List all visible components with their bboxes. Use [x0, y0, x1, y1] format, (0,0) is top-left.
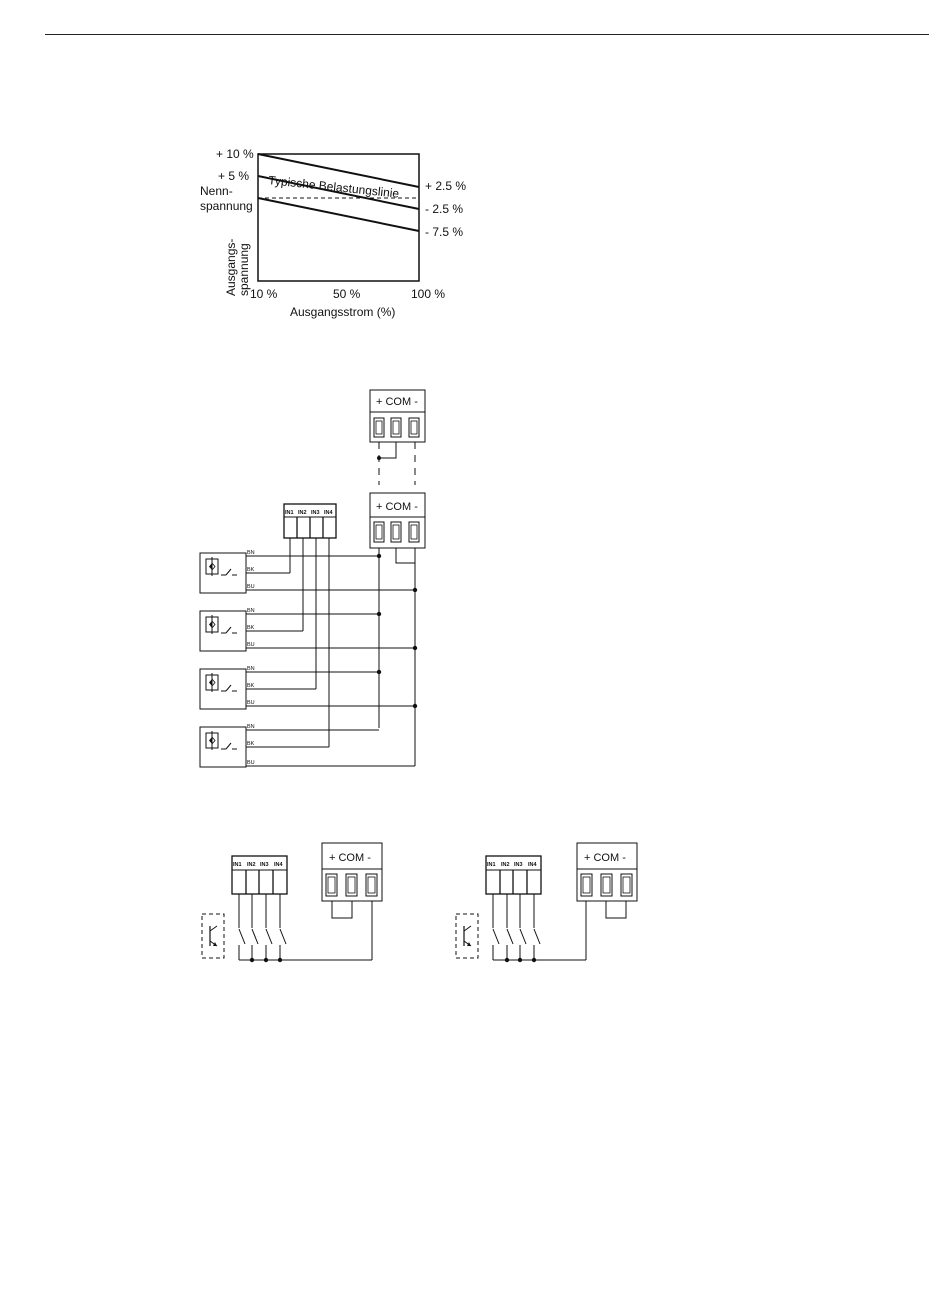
y-axis-label-1: Ausgangs-: [224, 238, 238, 296]
right-tick-minus7.5: - 7.5 %: [425, 225, 464, 239]
in2-label: IN2: [247, 862, 256, 868]
proximity-sensor-icon: [200, 611, 246, 651]
y-axis-label-2: spannung: [237, 243, 251, 296]
in2-label: IN2: [298, 510, 307, 516]
in3-label: IN3: [260, 862, 269, 868]
in1-label: IN1: [285, 510, 294, 516]
wire-bn: BN: [247, 666, 255, 672]
proximity-sensor-icon: [200, 727, 246, 767]
wire-bk: BK: [247, 567, 255, 573]
nominal-label-2: spannung: [200, 199, 253, 213]
com-label-main: + COM -: [376, 501, 418, 513]
wire-bn: BN: [247, 550, 255, 556]
wire-bk: BK: [247, 741, 255, 747]
input-terminal-block: [284, 504, 336, 538]
com-terminal-bottom-left: [322, 843, 382, 901]
load-regulation-chart: [200, 147, 466, 319]
y-tick-plus5: + 5 %: [218, 169, 250, 183]
switch-contacts: [493, 894, 540, 960]
wire-bu: BU: [247, 760, 255, 766]
x-axis-label: Ausgangsstrom (%): [290, 305, 396, 319]
nominal-label-1: Nenn-: [200, 184, 233, 198]
switch-wiring-right: [456, 843, 637, 962]
switch-contacts: [239, 894, 286, 960]
proximity-sensor-icon: [200, 669, 246, 709]
sensor-3: [200, 666, 417, 709]
switch-wiring-left: [202, 843, 382, 962]
in4-label: IN4: [528, 862, 537, 868]
right-tick-plus2.5: + 2.5 %: [425, 179, 467, 193]
sensor-2: [200, 608, 417, 651]
chart-series-line-4: [258, 198, 419, 231]
in3-label: IN3: [514, 862, 523, 868]
in1-label: IN1: [487, 862, 496, 868]
wire-bu: BU: [247, 642, 255, 648]
sensor-1: [200, 550, 417, 593]
com-label-top: + COM -: [376, 396, 418, 408]
in4-label: IN4: [274, 862, 283, 868]
wire-bn: BN: [247, 724, 255, 730]
x-tick-50: 50 %: [333, 287, 361, 301]
x-tick-100: 100 %: [411, 287, 446, 301]
transistor-icon: [202, 914, 224, 958]
right-tick-minus2.5: - 2.5 %: [425, 202, 464, 216]
com-label-bottom-left: + COM -: [329, 852, 371, 864]
proximity-sensor-icon: [200, 553, 246, 593]
wire-bk: BK: [247, 625, 255, 631]
sensor-4: [200, 724, 415, 767]
com-label-bottom-right: + COM -: [584, 852, 626, 864]
band-label: Typische Belastungslinie: [267, 173, 400, 201]
wire-bu: BU: [247, 584, 255, 590]
com-terminal-bottom-right: [577, 843, 637, 901]
in2-label: IN2: [501, 862, 510, 868]
com-terminal-main: [370, 493, 425, 548]
wire-bk: BK: [247, 683, 255, 689]
chart-frame: [258, 154, 419, 281]
in4-label: IN4: [324, 510, 333, 516]
com-terminal-top: [370, 390, 425, 442]
in3-label: IN3: [311, 510, 320, 516]
wire-bu: BU: [247, 700, 255, 706]
in1-label: IN1: [233, 862, 242, 868]
sensor-wiring-diagram: [200, 390, 425, 767]
transistor-icon: [456, 914, 478, 958]
y-tick-plus10: + 10 %: [216, 147, 254, 161]
x-tick-10: 10 %: [250, 287, 278, 301]
wire-bn: BN: [247, 608, 255, 614]
